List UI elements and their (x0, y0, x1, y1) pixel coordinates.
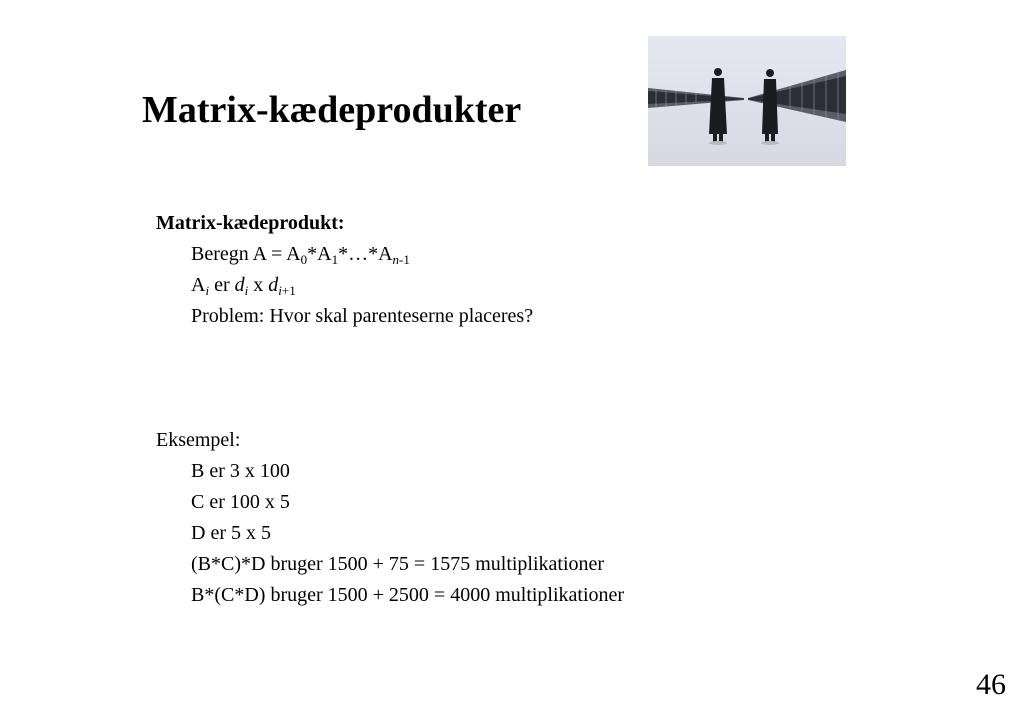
subscript-i-plus-1 (278, 283, 295, 298)
slide-title: Matrix-kædeprodukter (142, 89, 522, 131)
dimension-symbol: d (268, 274, 279, 296)
example-line: B*(C*D) bruger 1500 + 2500 = 4000 multiplikationer (191, 584, 625, 606)
subscript-n-minus-1 (393, 252, 410, 267)
problem-statement: Problem: Hvor skal parenteserne placeres? (191, 305, 534, 327)
matrix-symbol: A (191, 274, 206, 296)
subscript-1: 1 (331, 252, 339, 267)
slide-body (156, 208, 624, 611)
compute-formula (156, 239, 624, 270)
formula-part: *…*A (338, 243, 393, 265)
definition-heading: Matrix-kædeprodukt: (156, 212, 345, 234)
example-line: D er 5 x 5 (191, 522, 271, 544)
formula-word: x (248, 274, 269, 296)
subscript-n: n (392, 252, 400, 267)
matrix-mirror-photo (648, 36, 846, 166)
subscript-0: 0 (300, 252, 308, 267)
example-heading: Eksempel: (156, 429, 241, 451)
subscript-i: i (278, 283, 282, 298)
subscript-i: i (244, 283, 249, 298)
subscript-tail: -1 (399, 252, 410, 267)
formula-prefix: Beregn A = A (191, 243, 301, 265)
formula-part: *A (307, 243, 332, 265)
dimension-symbol: d (234, 274, 245, 296)
spacer (156, 332, 624, 425)
dimension-formula (156, 270, 624, 301)
subscript-tail: +1 (281, 283, 296, 298)
example-line: B er 3 x 100 (191, 460, 290, 482)
example-line: C er 100 x 5 (191, 491, 290, 513)
example-line: (B*C)*D bruger 1500 + 75 = 1575 multiplikationer (191, 553, 605, 575)
page-number: 46 (976, 668, 1006, 701)
subscript-i: i (205, 283, 210, 298)
formula-word: er (209, 274, 235, 296)
